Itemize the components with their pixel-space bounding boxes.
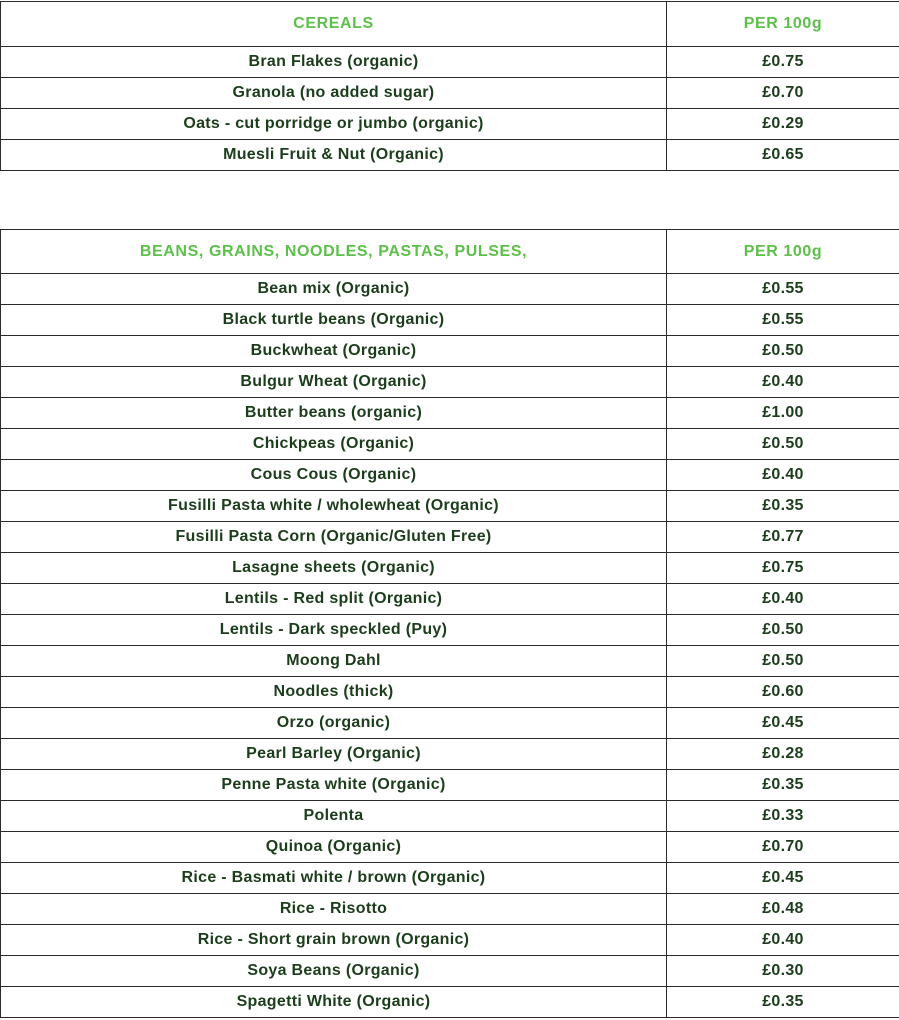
table-row <box>1 553 899 584</box>
product-price: £0.35 <box>667 987 899 1018</box>
section-title: BEANS, GRAINS, NOODLES, PASTAS, PULSES, <box>1 230 667 274</box>
product-price: £0.40 <box>667 584 899 615</box>
table-row <box>1 109 899 140</box>
product-price: £1.00 <box>667 398 899 429</box>
product-price: £0.50 <box>667 429 899 460</box>
beans-grains-price-table <box>0 229 899 1018</box>
table-row <box>1 522 899 553</box>
product-price: £0.55 <box>667 274 899 305</box>
table-row <box>1 429 899 460</box>
price-column-header: PER 100g <box>667 230 899 274</box>
table-row <box>1 646 899 677</box>
table-row <box>1 739 899 770</box>
product-price: £0.50 <box>667 336 899 367</box>
product-name: Buckwheat (Organic) <box>1 336 667 367</box>
table-row <box>1 491 899 522</box>
product-name: Quinoa (Organic) <box>1 832 667 863</box>
table-row <box>1 584 899 615</box>
product-name: Rice - Short grain brown (Organic) <box>1 925 667 956</box>
product-name: Penne Pasta white (Organic) <box>1 770 667 801</box>
table-row <box>1 367 899 398</box>
product-price: £0.28 <box>667 739 899 770</box>
table-row <box>1 78 899 109</box>
product-name: Cous Cous (Organic) <box>1 460 667 491</box>
product-name: Fusilli Pasta white / wholewheat (Organic) <box>1 491 667 522</box>
product-price: £0.35 <box>667 770 899 801</box>
product-name: Orzo (organic) <box>1 708 667 739</box>
product-price: £0.65 <box>667 140 899 171</box>
product-price: £0.75 <box>667 47 899 78</box>
product-price: £0.75 <box>667 553 899 584</box>
product-price: £0.40 <box>667 460 899 491</box>
table-row <box>1 140 899 171</box>
table-row <box>1 274 899 305</box>
product-price: £0.50 <box>667 615 899 646</box>
table-row <box>1 863 899 894</box>
beans-header-row <box>1 230 899 274</box>
product-name: Noodles (thick) <box>1 677 667 708</box>
cereals-header-row <box>1 2 899 47</box>
product-price: £0.33 <box>667 801 899 832</box>
section-title: CEREALS <box>1 2 667 47</box>
product-price: £0.40 <box>667 925 899 956</box>
table-row <box>1 336 899 367</box>
product-name: Bran Flakes (organic) <box>1 47 667 78</box>
cereals-table-body <box>1 2 899 171</box>
product-name: Lentils - Dark speckled (Puy) <box>1 615 667 646</box>
product-price: £0.48 <box>667 894 899 925</box>
table-row <box>1 615 899 646</box>
product-name: Granola (no added sugar) <box>1 78 667 109</box>
table-row <box>1 832 899 863</box>
product-name: Chickpeas (Organic) <box>1 429 667 460</box>
product-name: Fusilli Pasta Corn (Organic/Gluten Free) <box>1 522 667 553</box>
table-row <box>1 460 899 491</box>
product-price: £0.60 <box>667 677 899 708</box>
product-name: Soya Beans (Organic) <box>1 956 667 987</box>
product-price: £0.70 <box>667 832 899 863</box>
table-row <box>1 956 899 987</box>
table-row <box>1 987 899 1018</box>
product-name: Moong Dahl <box>1 646 667 677</box>
product-name: Rice - Basmati white / brown (Organic) <box>1 863 667 894</box>
product-name: Lentils - Red split (Organic) <box>1 584 667 615</box>
table-row <box>1 708 899 739</box>
table-row <box>1 398 899 429</box>
price-column-header: PER 100g <box>667 2 899 47</box>
product-name: Lasagne sheets (Organic) <box>1 553 667 584</box>
product-price: £0.77 <box>667 522 899 553</box>
product-name: Rice - Risotto <box>1 894 667 925</box>
product-price: £0.30 <box>667 956 899 987</box>
product-name: Spagetti White (Organic) <box>1 987 667 1018</box>
product-name: Bean mix (Organic) <box>1 274 667 305</box>
product-price: £0.29 <box>667 109 899 140</box>
product-name: Bulgur Wheat (Organic) <box>1 367 667 398</box>
product-price: £0.45 <box>667 708 899 739</box>
product-price: £0.70 <box>667 78 899 109</box>
product-name: Pearl Barley (Organic) <box>1 739 667 770</box>
table-row <box>1 677 899 708</box>
product-name: Black turtle beans (Organic) <box>1 305 667 336</box>
product-name: Muesli Fruit & Nut (Organic) <box>1 140 667 171</box>
product-price: £0.40 <box>667 367 899 398</box>
table-row <box>1 305 899 336</box>
product-name: Butter beans (organic) <box>1 398 667 429</box>
product-price: £0.35 <box>667 491 899 522</box>
product-name: Oats - cut porridge or jumbo (organic) <box>1 109 667 140</box>
table-row <box>1 894 899 925</box>
beans-table-body <box>1 230 899 1018</box>
cereals-price-table <box>0 1 899 171</box>
table-row <box>1 770 899 801</box>
table-row <box>1 47 899 78</box>
table-row <box>1 801 899 832</box>
product-price: £0.50 <box>667 646 899 677</box>
product-price: £0.55 <box>667 305 899 336</box>
table-row <box>1 925 899 956</box>
product-price: £0.45 <box>667 863 899 894</box>
product-name: Polenta <box>1 801 667 832</box>
